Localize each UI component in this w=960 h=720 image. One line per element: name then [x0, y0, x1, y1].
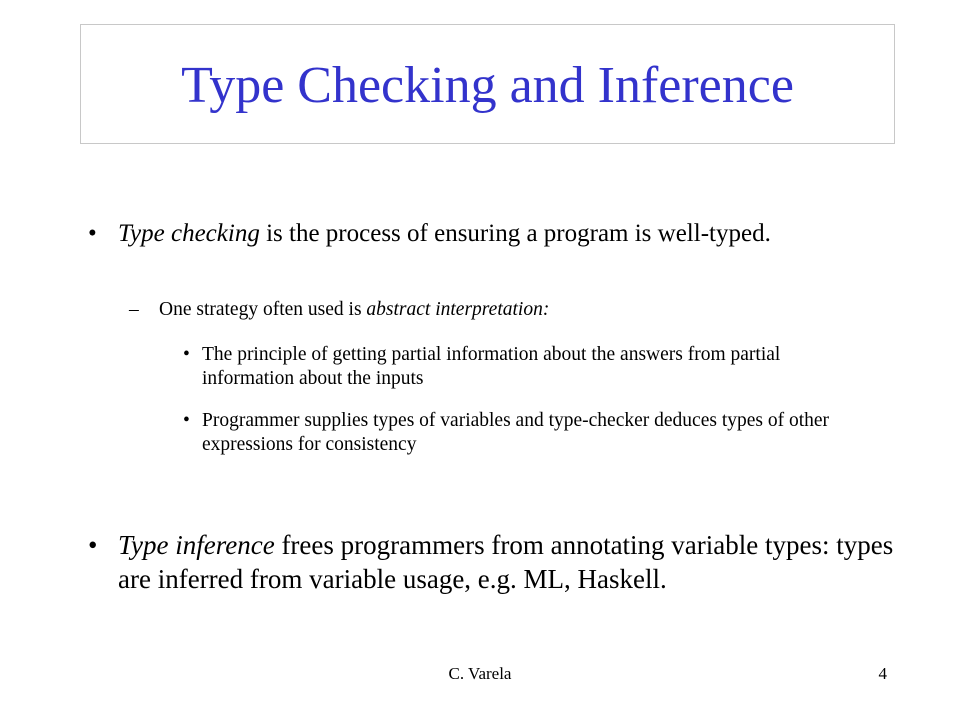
bullet-marker: •	[88, 220, 97, 247]
bullet-type-checking	[88, 218, 898, 249]
bullet-marker: •	[183, 344, 190, 365]
bullet-type-inference-text: frees programmers from annotating variable types: types are inferred from variable usage, e.g. ML, Haskell.	[118, 530, 894, 594]
bullet-marker: •	[183, 410, 190, 431]
sub-bullet-text: One strategy often used is	[159, 299, 367, 320]
sub-bullet-abstract-interpretation	[129, 298, 899, 322]
term-type-checking: Type checking	[118, 220, 260, 247]
bullet-marker: •	[88, 530, 98, 560]
term-type-inference: Type inference	[118, 530, 275, 560]
bullet-type-inference	[88, 528, 898, 596]
sub-sub-bullet-text: The principle of getting partial information about the answers from partial information about the inputs	[202, 344, 781, 389]
sub-sub-bullet-programmer	[183, 409, 862, 457]
dash-marker: –	[129, 299, 139, 320]
footer-author: C. Varela	[448, 664, 512, 683]
bullet-type-checking-text: is the process of ensuring a program is well-typed.	[259, 220, 771, 247]
slide-title: Type Checking and Inference	[181, 57, 794, 114]
sub-sub-bullet-principle	[183, 343, 862, 391]
footer-page-number: 4	[878, 664, 887, 683]
sub-sub-bullet-text: Programmer supplies types of variables and type-checker deduces types of other expressions for consistency	[202, 410, 830, 455]
term-abstract-interpretation: abstract interpretation:	[366, 299, 550, 320]
